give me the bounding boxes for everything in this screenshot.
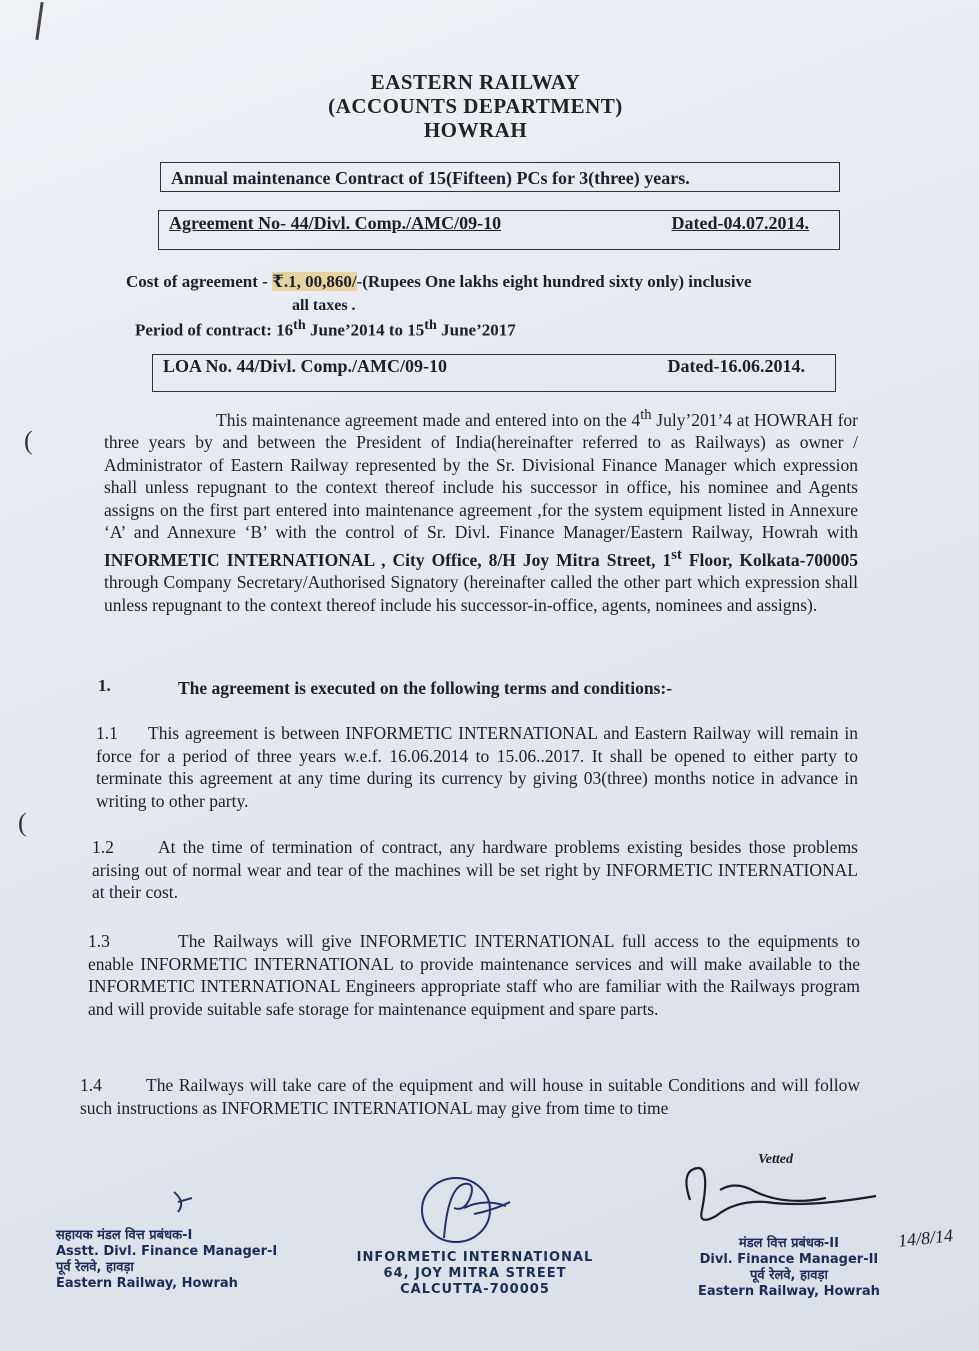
signature-left [168, 1188, 198, 1218]
section-number: 1. [98, 676, 111, 695]
clause-number: 1.2 [92, 837, 114, 857]
agreement-number: Agreement No- 44/Divl. Comp./AMC/09-10 [169, 213, 502, 233]
signature-middle [414, 1168, 524, 1248]
cost-words: -(Rupees One lakhs eight hundred sixty only) inclusive [356, 272, 752, 291]
header-city: HOWRAH [423, 118, 528, 142]
clause-1-2 [92, 836, 858, 904]
clause-number: 1.4 [80, 1075, 102, 1095]
stamp-line: सहायक मंडल वित्त प्रबंधक-I [56, 1228, 193, 1243]
vetted-note: Vetted [758, 1152, 793, 1167]
stamp-line: Asstt. Divl. Finance Manager-I [56, 1244, 278, 1259]
period-mid: June’2014 to 15 [305, 320, 425, 340]
floor-sup: st [671, 546, 682, 563]
punch-hole-mark: ( [18, 808, 27, 837]
stamp-line: पूर्व रेलवे, हावड़ा [750, 1268, 828, 1283]
clause-1-3 [88, 930, 860, 1020]
contractor-address: Floor, Kolkata-700005 [681, 549, 859, 570]
clause-1-1 [96, 722, 858, 812]
stamp-line: पूर्व रेलवे, हावड़ा [56, 1260, 134, 1275]
clause-text: This agreement is between INFORMETIC INTERNATIONAL and Eastern Railway will remain in force for a period of three years w.e.f. 16.06.2014 to 15.06..2017. It shall be opened to either party to terminate this agreement at any time during its currency by giving 03(three) months notice in advance in writing to other party. [96, 723, 858, 811]
stamp-line: Eastern Railway, Howrah [698, 1284, 880, 1299]
stamp-left [56, 1228, 277, 1292]
stamp-right [698, 1236, 880, 1300]
cost-label: Cost of agreement - [126, 272, 273, 291]
agreement-box [158, 210, 840, 250]
cost-taxes: all taxes . [292, 297, 356, 314]
stamp-line: CALCUTTA-700005 [400, 1282, 550, 1297]
loa-number: LOA No. 44/Divl. Comp./AMC/09-10 [163, 356, 448, 376]
stamp-line: मंडल वित्त प्रबंधक-II [738, 1236, 839, 1251]
agreement-date: Dated-04.07.2014. [671, 213, 809, 233]
signature-right [676, 1150, 916, 1240]
intro-sup: th [640, 407, 652, 423]
pen-mark [35, 2, 43, 40]
stamp-line: Divl. Finance Manager-II [699, 1252, 879, 1267]
handwritten-date: 14/8/14 [897, 1225, 954, 1251]
intro-text-a: This maintenance agreement made and entered into on the 4 [216, 409, 641, 430]
loa-date: Dated-16.06.2014. [667, 356, 805, 376]
period-end: June’2017 [436, 320, 516, 340]
period-of-contract [135, 317, 516, 341]
section-heading: The agreement is executed on the following terms and conditions:- [178, 678, 673, 698]
stamp-line: 64, JOY MITRA STREET [383, 1266, 567, 1281]
intro-text-b: July’201’4 at HOWRAH for three years by and between the President of India(hereinafter referred to as Railways) as owner / Administrator of Eastern Railway represented by the Sr. Divisional Finance Manager which expression shall unless repugnant to the context thereof include his successor in office, his nominee and Agents assigns on the first part entered into maintenance agreement ,for the system equipment listed in Annexure ‘A’ and Annexure ‘B’ with the control of Sr. Divl. Finance Manager/Eastern Railway, Howrah with [104, 409, 858, 543]
header-org: EASTERN RAILWAY [370, 70, 581, 94]
cost-amount: ₹.1, 00,860/ [272, 272, 357, 291]
clause-text: The Railways will give INFORMETIC INTERNATIONAL full access to the equipments to enable INFORMETIC INTERNATIONAL to provide maintenance services and will make available to the INFORMETIC INTERNATIONAL Engineers appropriate staff who are familiar with the Railways program and will provide suitable safe storage for maintenance equipment and spare parts. [88, 931, 860, 1019]
period-sup1: th [293, 317, 306, 333]
contract-title-box: Annual maintenance Contract of 15(Fifteen) PCs for 3(three) years. [160, 162, 840, 192]
header-department: (ACCOUNTS DEPARTMENT) [328, 94, 623, 118]
clause-number: 1.1 [96, 723, 118, 743]
intro-text-c: through Company Secretary/Authorised Signatory (hereinafter called the other part which expression shall unless repugnant to the context thereof include his successor-in-office, agents, nominees and assigns). [104, 572, 858, 615]
period-label: Period of contract: 16 [135, 320, 294, 340]
clause-number: 1.3 [88, 931, 110, 951]
loa-box [152, 354, 836, 392]
stamp-line: INFORMETIC INTERNATIONAL [356, 1250, 594, 1265]
clause-text: At the time of termination of contract, any hardware problems existing besides those problems arising out of normal wear and tear of the machines will be set right by INFORMETIC INTERNATIONAL at their cost. [92, 837, 858, 902]
punch-hole-mark: ( [24, 426, 33, 455]
stamp-line: Eastern Railway, Howrah [56, 1276, 238, 1291]
cost-of-agreement [126, 272, 752, 292]
intro-paragraph [104, 404, 858, 616]
clause-1-4 [80, 1074, 860, 1119]
contractor-name: INFORMETIC INTERNATIONAL , City Office, 8/H Joy Mitra Street, 1 [104, 549, 672, 570]
period-sup2: th [424, 317, 437, 333]
clause-text: The Railways will take care of the equipment and will house in suitable Conditions and will follow such instructions as INFORMETIC INTERNATIONAL may give from time to time [80, 1075, 860, 1118]
stamp-middle [340, 1250, 610, 1298]
